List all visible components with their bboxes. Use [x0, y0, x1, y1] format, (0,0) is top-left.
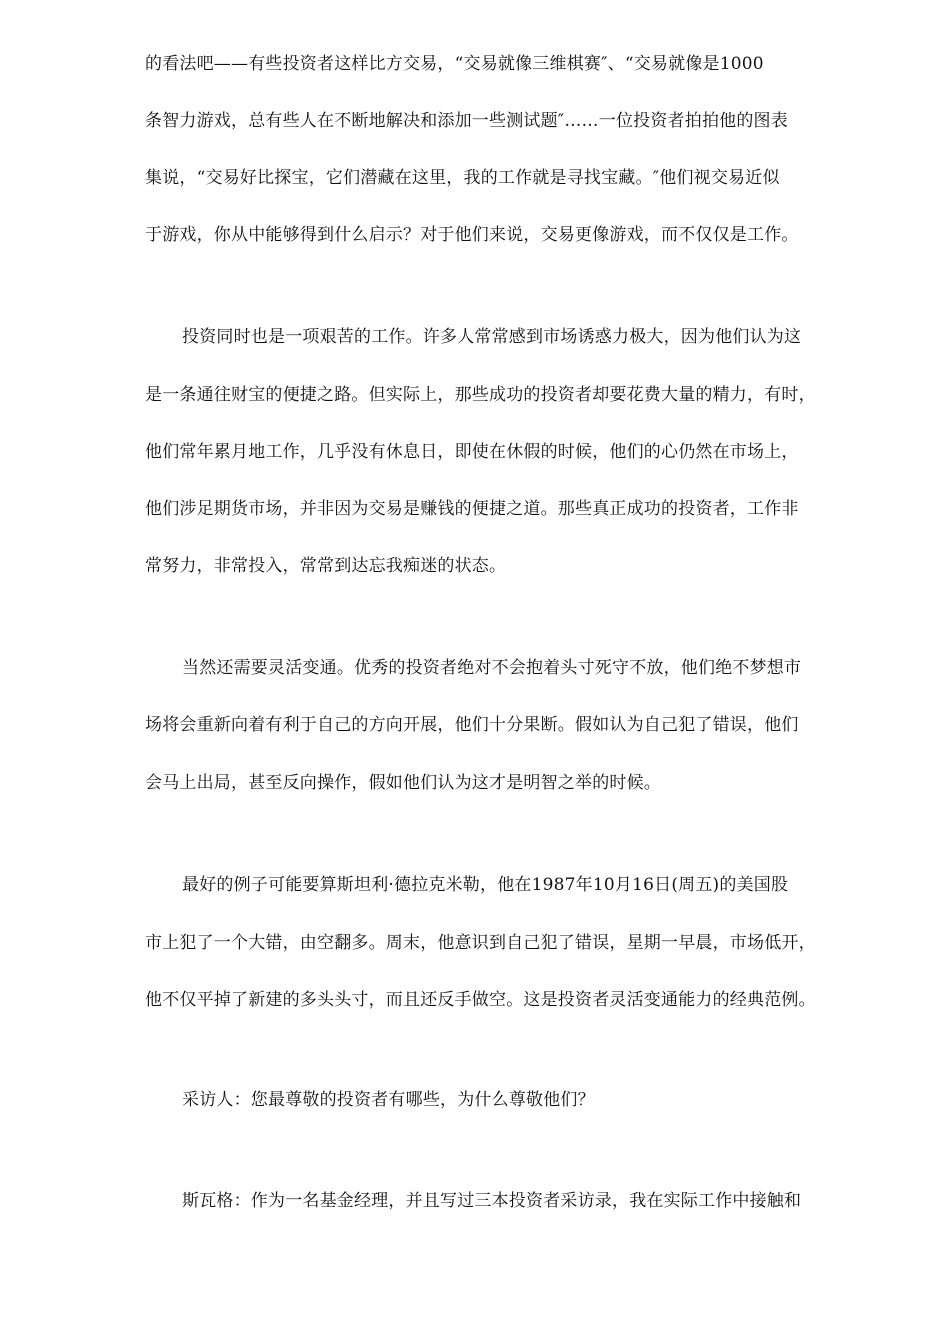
- text-line: 的看法吧——有些投资者这样比方交易，“交易就像三维棋赛″、“交易就像是1000: [145, 54, 764, 74]
- text-line: 是一条通往财宝的便捷之路。但实际上，那些成功的投资者却要花费大量的精力，有时，: [145, 385, 816, 405]
- paragraph-first-line: 投资同时也是一项艰苦的工作。许多人常常感到市场诱惑力极大，因为他们认为这: [182, 327, 802, 347]
- text-line: 常努力，非常投入，常常到达忘我痴迷的状态。: [145, 556, 507, 576]
- paragraph-first-line: 当然还需要灵活变通。优秀的投资者绝对不会抱着头寸死守不放，他们绝不梦想市: [182, 658, 802, 678]
- text-line: 他们常年累月地工作，几乎没有休息日，即使在休假的时候，他们的心仍然在市场上，: [145, 442, 799, 462]
- text-line: 会马上出局，甚至反向操作，假如他们认为这才是明智之举的时候。: [145, 773, 661, 793]
- text-line: 他们涉足期货市场，并非因为交易是赚钱的便捷之道。那些真正成功的投资者，工作非: [145, 499, 799, 519]
- text-line: 集说，“交易好比探宝，它们潜藏在这里，我的工作就是寻找宝藏。″他们视交易近似: [145, 168, 780, 188]
- text-line: 他不仅平掉了新建的多头头寸，而且还反手做空。这是投资者灵活变通能力的经典范例。: [145, 990, 816, 1010]
- text-line: 于游戏，你从中能够得到什么启示？对于他们来说，交易更像游戏，而不仅仅是工作。: [145, 225, 799, 245]
- text-line: 市上犯了一个大错，由空翻多。周末，他意识到自己犯了错误，星期一早晨，市场低开，: [145, 933, 816, 953]
- interviewer-question: 采访人：您最尊敬的投资者有哪些，为什么尊敬他们？: [182, 1090, 595, 1110]
- paragraph-first-line: 最好的例子可能要算斯坦利·德拉克米勒，他在1987年10月16日(周五)的美国股: [182, 875, 789, 895]
- text-line: 场将会重新向着有利于自己的方向开展，他们十分果断。假如认为自己犯了错误，他们: [145, 715, 799, 735]
- text-line: 条智力游戏，总有些人在不断地解决和添加一些测试题″……一位投资者拍拍他的图表: [145, 111, 788, 131]
- interviewee-answer: 斯瓦格：作为一名基金经理，并且写过三本投资者采访录，我在实际工作中接触和: [182, 1191, 802, 1211]
